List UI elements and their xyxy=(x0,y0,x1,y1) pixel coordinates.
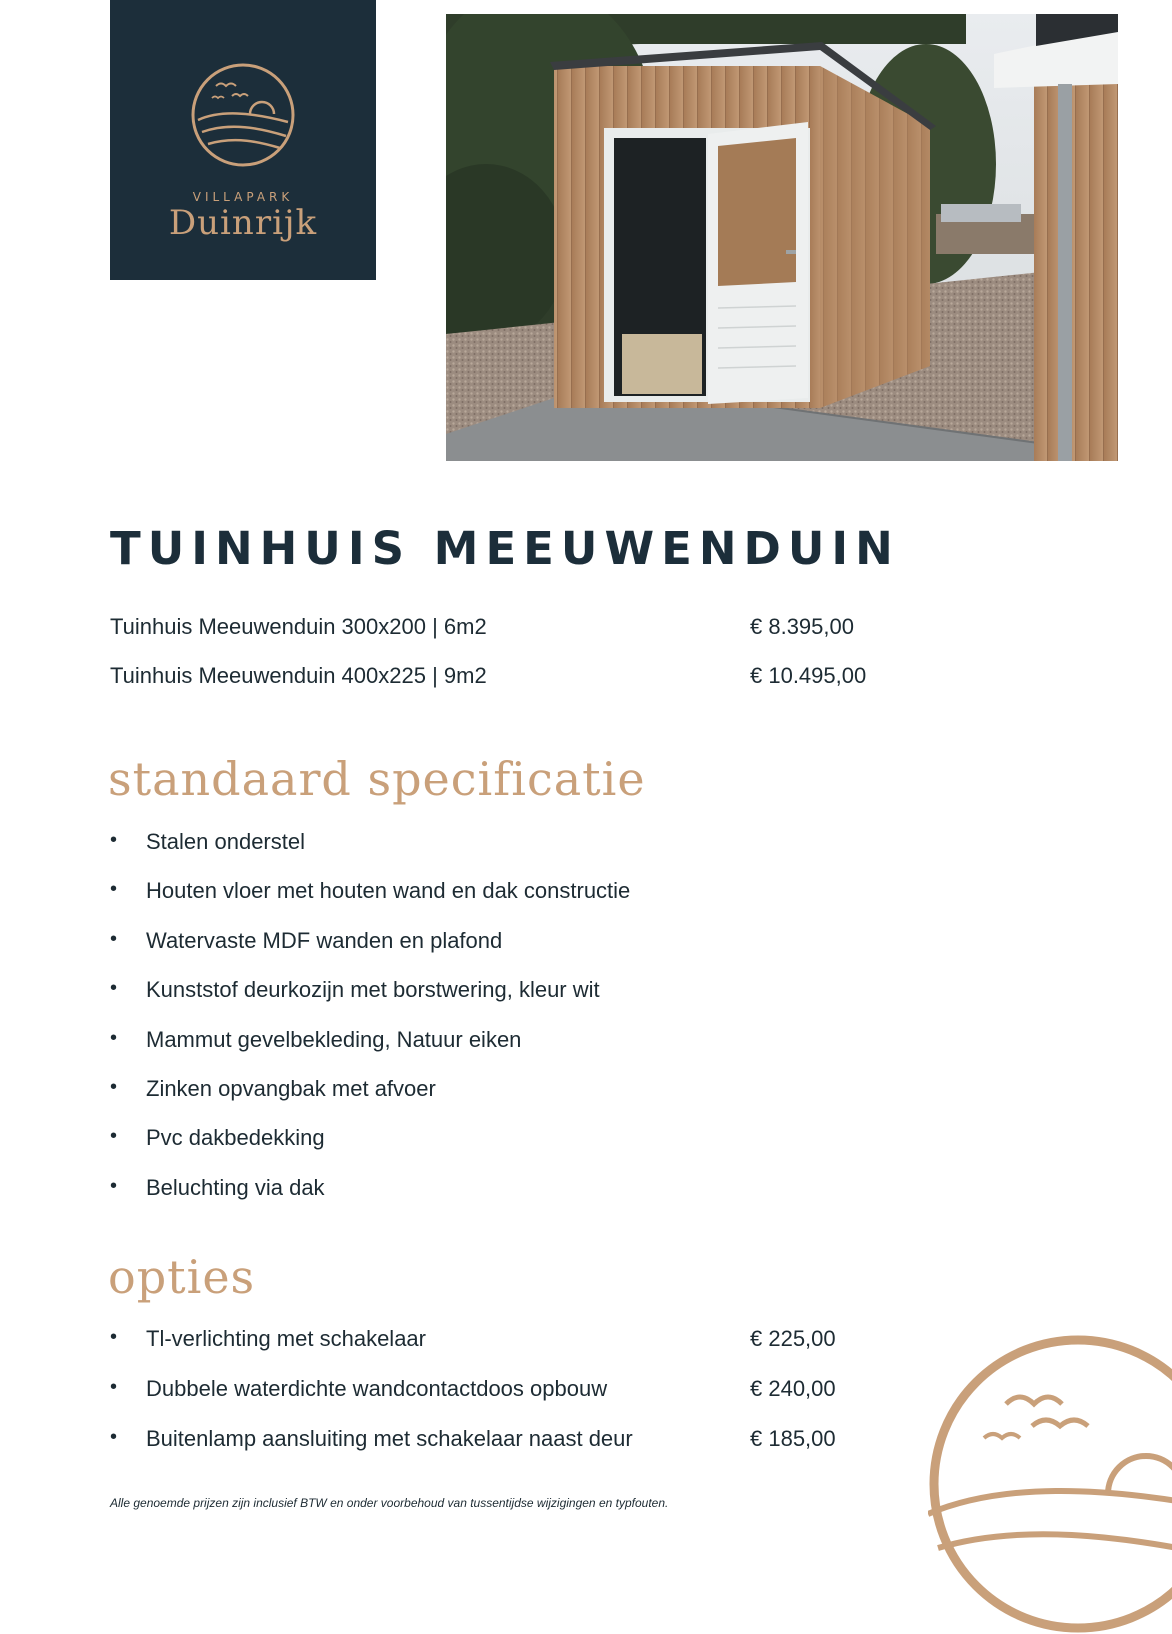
spec-item-text: Mammut gevelbekleding, Natuur eiken xyxy=(146,1027,522,1052)
option-price: € 225,00 xyxy=(750,1326,836,1351)
product-photo xyxy=(446,14,1118,461)
logo-subtitle: VILLAPARK xyxy=(192,190,294,204)
bullet-glyph: • xyxy=(110,1376,118,1398)
bullet-glyph: • xyxy=(110,1426,118,1448)
spec-item-text: Beluchting via dak xyxy=(146,1175,325,1200)
price-footnote: Alle genoemde prijzen zijn inclusief BTW en onder voorbehoud van tussentijdse wijzigingen en typfouten. xyxy=(110,1496,669,1510)
bullet-glyph: • xyxy=(110,829,118,851)
bullet-glyph: • xyxy=(110,878,118,900)
page-title: TUINHUIS MEEUWENDUIN xyxy=(110,522,900,575)
bullet-glyph: • xyxy=(110,977,118,999)
spec-item-text: Zinken opvangbak met afvoer xyxy=(146,1076,436,1101)
spec-heading: standaard specificatie xyxy=(108,752,646,806)
option-price: € 185,00 xyxy=(750,1426,836,1451)
bullet-glyph: • xyxy=(110,1027,118,1049)
spec-item-text: Kunststof deurkozijn met borstwering, kleur wit xyxy=(146,977,600,1002)
bullet-glyph: • xyxy=(110,1326,118,1348)
model-row-price: € 8.395,00 xyxy=(750,614,854,639)
bullet-glyph: • xyxy=(110,1175,118,1197)
logo-wordmark: Duinrijk xyxy=(168,203,318,243)
sun-dunes-birds-icon xyxy=(928,1334,1172,1634)
option-price: € 240,00 xyxy=(750,1376,836,1401)
model-row-price: € 10.495,00 xyxy=(750,663,867,688)
bullet-glyph: • xyxy=(110,1125,118,1147)
sun-dunes-birds-icon xyxy=(190,62,296,168)
brand-logo xyxy=(110,0,376,280)
spec-item-text: Stalen onderstel xyxy=(146,829,305,854)
option-label: Dubbele waterdichte wandcontactdoos opbouw xyxy=(146,1376,608,1401)
option-label: Buitenlamp aansluiting met schakelaar naast deur xyxy=(146,1426,633,1451)
model-row-name: Tuinhuis Meeuwenduin 400x225 | 9m2 xyxy=(110,663,487,688)
model-row-name: Tuinhuis Meeuwenduin 300x200 | 6m2 xyxy=(110,614,487,639)
spec-item-text: Watervaste MDF wanden en plafond xyxy=(146,928,503,953)
spec-item-text: Pvc dakbedekking xyxy=(146,1125,325,1150)
options-heading: opties xyxy=(108,1250,256,1304)
bullet-glyph: • xyxy=(110,1076,118,1098)
option-label: Tl-verlichting met schakelaar xyxy=(146,1326,426,1351)
spec-item-text: Houten vloer met houten wand en dak constructie xyxy=(146,878,631,903)
bullet-glyph: • xyxy=(110,928,118,950)
